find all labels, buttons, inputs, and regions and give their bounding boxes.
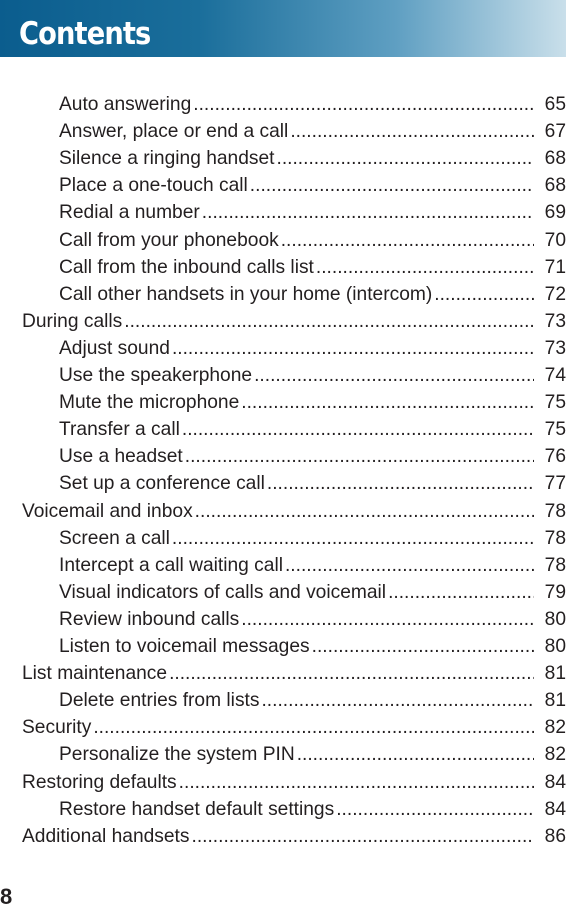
toc-subsection-entry[interactable] bbox=[59, 143, 566, 170]
page-title: Contents bbox=[19, 16, 151, 52]
toc-entry-page: 77 bbox=[544, 473, 566, 495]
toc-subsection-entry[interactable] bbox=[59, 468, 566, 495]
toc-entry-title: Listen to voicemail messages bbox=[59, 636, 310, 657]
toc-section-entry[interactable] bbox=[22, 658, 566, 685]
toc-section-entry[interactable] bbox=[22, 767, 566, 794]
toc-entry-title: Voicemail and inbox bbox=[22, 500, 193, 522]
toc-subsection-entry[interactable] bbox=[59, 279, 566, 306]
dot-leader bbox=[182, 419, 534, 441]
dot-leader bbox=[290, 121, 534, 143]
toc-subsection-entry[interactable] bbox=[59, 631, 566, 658]
toc-entry-page: 78 bbox=[544, 527, 566, 549]
toc-entry-title: Auto answering bbox=[59, 94, 192, 115]
toc-entry-title: Silence a ringing handset bbox=[59, 148, 275, 170]
toc-entry-title: Use the speakerphone bbox=[59, 365, 253, 386]
dot-leader bbox=[195, 501, 534, 523]
page-number: 8 bbox=[0, 884, 13, 909]
toc-section-entry[interactable] bbox=[22, 496, 566, 523]
dot-leader bbox=[169, 663, 534, 685]
dot-leader bbox=[336, 799, 534, 821]
toc-entry-page: 80 bbox=[544, 608, 566, 630]
toc-entry-title: Visual indicators of calls and voicemail bbox=[59, 581, 387, 603]
toc-section-entry[interactable] bbox=[22, 306, 566, 333]
toc-entry-page: 84 bbox=[544, 798, 566, 820]
toc-entry-title: Use a headset bbox=[59, 446, 183, 468]
toc-entry-page: 71 bbox=[544, 256, 566, 278]
dot-leader bbox=[281, 230, 534, 252]
toc-entry-page: 69 bbox=[544, 202, 566, 224]
dot-leader bbox=[202, 202, 534, 224]
toc-entry-title: Restore handset default settings bbox=[59, 798, 335, 820]
toc-entry-page: 80 bbox=[544, 636, 566, 657]
dot-leader bbox=[312, 636, 534, 658]
toc-entry-page: 79 bbox=[544, 581, 566, 603]
dot-leader bbox=[185, 446, 534, 468]
toc-entry-page: 82 bbox=[544, 744, 566, 766]
toc-subsection-entry[interactable] bbox=[59, 414, 566, 441]
toc-entry-title: Intercept a call waiting call bbox=[59, 554, 283, 576]
dot-leader bbox=[388, 582, 534, 604]
toc-entry-page: 75 bbox=[544, 419, 566, 441]
toc-entry-page: 82 bbox=[544, 717, 566, 739]
toc-entry-title: Security bbox=[22, 717, 92, 739]
toc-subsection-entry[interactable] bbox=[59, 794, 566, 821]
toc-entry-page: 74 bbox=[544, 365, 566, 386]
toc-section-entry[interactable] bbox=[22, 821, 566, 848]
toc-entry-title: Redial a number bbox=[59, 202, 200, 224]
dot-leader bbox=[193, 94, 534, 116]
toc-entry-page: 68 bbox=[544, 148, 566, 170]
toc-subsection-entry[interactable] bbox=[59, 116, 566, 143]
dot-leader bbox=[285, 555, 534, 577]
contents-header-bar bbox=[0, 0, 566, 57]
toc-subsection-entry[interactable] bbox=[59, 387, 566, 414]
toc-entry-page: 81 bbox=[544, 663, 566, 685]
dot-leader bbox=[316, 257, 534, 279]
toc-entry-page: 78 bbox=[544, 554, 566, 576]
toc-entry-page: 67 bbox=[544, 121, 566, 143]
toc-entry-title: Place a one-touch call bbox=[59, 175, 248, 197]
toc-entry-title: Mute the microphone bbox=[59, 392, 240, 414]
toc-entry-title: Additional handsets bbox=[22, 825, 190, 847]
toc-entry-page: 72 bbox=[544, 283, 566, 305]
toc-entry-page: 75 bbox=[544, 392, 566, 414]
toc-entry-title: Delete entries from lists bbox=[59, 690, 260, 712]
dot-leader bbox=[261, 690, 534, 712]
toc-entry-title: Call other handsets in your home (intercom) bbox=[59, 283, 433, 305]
toc-entry-title: Transfer a call bbox=[59, 419, 180, 441]
toc-entry-page: 73 bbox=[544, 310, 566, 332]
toc-entry-page: 86 bbox=[544, 825, 566, 847]
toc-entry-title: Set up a conference call bbox=[59, 473, 265, 495]
toc-subsection-entry[interactable] bbox=[59, 360, 566, 387]
toc-entry-page: 78 bbox=[544, 500, 566, 522]
toc-entry-title: Review inbound calls bbox=[59, 608, 240, 630]
toc-entry-page: 70 bbox=[544, 229, 566, 251]
toc-subsection-entry[interactable] bbox=[59, 252, 566, 279]
dot-leader bbox=[276, 148, 534, 170]
toc-subsection-entry[interactable] bbox=[59, 197, 566, 224]
dot-leader bbox=[172, 528, 534, 550]
toc-subsection-entry[interactable] bbox=[59, 89, 566, 116]
dot-leader bbox=[241, 609, 534, 631]
toc-subsection-entry[interactable] bbox=[59, 550, 566, 577]
toc-entry-title: List maintenance bbox=[22, 663, 168, 685]
toc-entry-page: 84 bbox=[544, 771, 566, 793]
toc-subsection-entry[interactable] bbox=[59, 685, 566, 712]
dot-leader bbox=[179, 772, 534, 794]
toc-subsection-entry[interactable] bbox=[59, 577, 566, 604]
dot-leader bbox=[172, 338, 534, 360]
toc-subsection-entry[interactable] bbox=[59, 604, 566, 631]
toc-subsection-entry[interactable] bbox=[59, 441, 566, 468]
toc-subsection-entry[interactable] bbox=[59, 523, 566, 550]
dot-leader bbox=[93, 717, 534, 739]
toc-entry-page: 68 bbox=[544, 175, 566, 197]
toc-entry-title: Answer, place or end a call bbox=[59, 121, 289, 143]
toc-entry-title: Screen a call bbox=[59, 527, 170, 549]
dot-leader bbox=[241, 392, 534, 414]
toc-subsection-entry[interactable] bbox=[59, 333, 566, 360]
dot-leader bbox=[191, 826, 534, 848]
toc-entry-page: 73 bbox=[544, 337, 566, 359]
toc-section-entry[interactable] bbox=[22, 712, 566, 739]
dot-leader bbox=[254, 365, 534, 387]
toc-entry-page: 76 bbox=[544, 446, 566, 468]
toc-entry-title: Adjust sound bbox=[59, 337, 170, 359]
toc-entry-title: Call from the inbound calls list bbox=[59, 256, 314, 278]
toc-entry-page: 65 bbox=[544, 94, 566, 115]
toc-entry-title: Restoring defaults bbox=[22, 771, 177, 793]
toc-entry-page: 81 bbox=[544, 690, 566, 712]
toc-entry-title: Personalize the system PIN bbox=[59, 744, 295, 766]
dot-leader bbox=[297, 744, 534, 766]
toc-subsection-entry[interactable] bbox=[59, 170, 566, 197]
toc-subsection-entry[interactable] bbox=[59, 225, 566, 252]
dot-leader bbox=[267, 473, 534, 495]
dot-leader bbox=[250, 175, 534, 197]
toc-subsection-entry[interactable] bbox=[59, 739, 566, 766]
toc-entry-title: During calls bbox=[22, 310, 123, 332]
dot-leader bbox=[124, 311, 534, 333]
dot-leader bbox=[434, 284, 534, 306]
toc-entry-title: Call from your phonebook bbox=[59, 229, 279, 251]
